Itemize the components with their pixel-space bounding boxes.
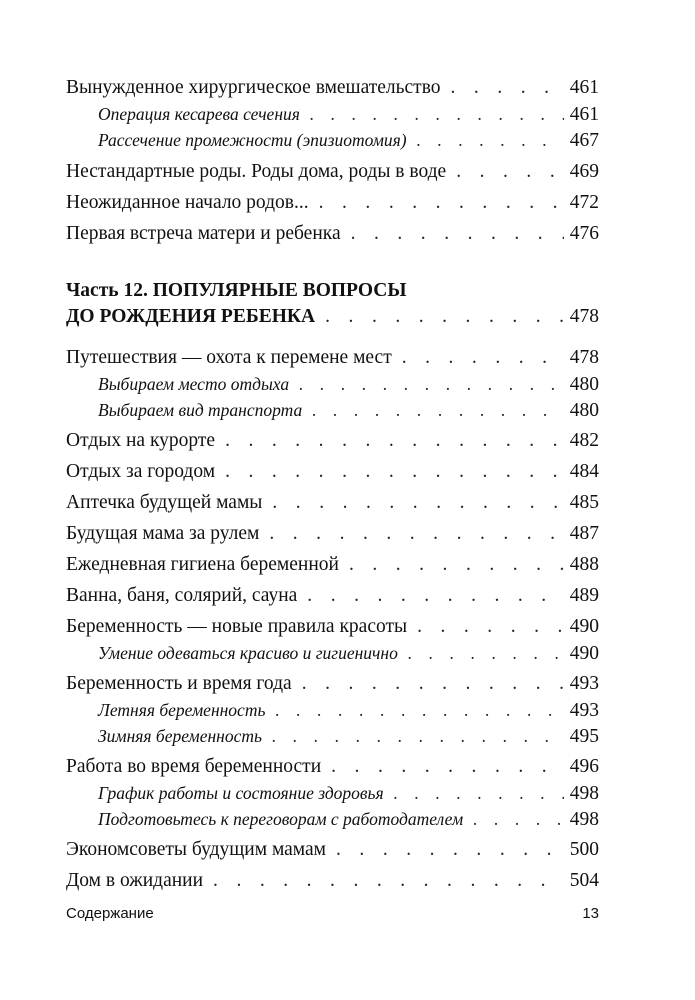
toc-entry-title: Нестандартные роды. Роды дома, роды в воде: [66, 161, 447, 182]
dot-leader: [417, 127, 564, 153]
dot-leader: [451, 75, 564, 101]
toc-entry-page: 490: [569, 616, 599, 637]
part-heading-page: 478: [569, 306, 599, 327]
toc-entry-page: 484: [569, 461, 599, 482]
toc-subentry: [98, 723, 599, 749]
dot-leader: [225, 459, 564, 485]
toc-entry-page: 490: [569, 643, 599, 664]
toc-entry-page: 498: [569, 783, 599, 804]
dot-leader: [272, 490, 563, 516]
toc-entry-title: Ежедневная гигиена беременной: [66, 554, 339, 575]
dot-leader: [417, 614, 564, 640]
toc-entry-title: Выбираем вид транспорта: [98, 400, 303, 420]
toc-entry-title: Умение одеваться красиво и гигиенично: [98, 643, 398, 663]
toc-entry-page: 482: [569, 430, 599, 451]
toc-entry: [66, 614, 599, 640]
toc-entry-title: Операция кесарева сечения: [98, 104, 300, 124]
toc-entry-title: Вынужденное хирургическое вмешательство: [66, 77, 441, 98]
toc-entry-title: Путешествия — охота к перемене мест: [66, 347, 392, 368]
page-number: 13: [582, 905, 599, 922]
toc-entry-page: 485: [569, 492, 599, 513]
toc-entry-page: 467: [569, 130, 599, 151]
toc-entry-title: Отдых за городом: [66, 461, 216, 482]
toc-entry-title: Будущая мама за рулем: [66, 523, 260, 544]
toc-entry: [66, 159, 599, 185]
toc-subentry: [98, 127, 599, 153]
toc-subentry: [98, 780, 599, 806]
toc-subentry: [98, 101, 599, 127]
toc-entry-title: Отдых на курорте: [66, 430, 216, 451]
toc-entry: [66, 552, 599, 578]
dot-leader: [402, 345, 564, 371]
dot-leader: [269, 521, 563, 547]
toc-entry: [66, 837, 599, 863]
toc-entry-page: 476: [569, 223, 599, 244]
part-heading-line2: ДО РОЖДЕНИЯ РЕБЕНКА: [66, 306, 316, 327]
dot-leader: [394, 780, 564, 806]
dot-leader: [473, 806, 564, 832]
toc-entry-title: График работы и состояние здоровья: [98, 783, 384, 803]
dot-leader: [302, 671, 564, 697]
toc-entry: [66, 345, 599, 371]
toc-subentry: [98, 806, 599, 832]
toc-entry: [66, 671, 599, 697]
running-footer-section: Содержание: [66, 905, 154, 922]
dot-leader: [299, 371, 564, 397]
toc-entry-page: 504: [569, 870, 599, 891]
toc-entry-title: Зимняя беременность: [98, 726, 262, 746]
dot-leader: [349, 552, 564, 578]
dot-leader: [275, 697, 563, 723]
toc-entry-page: 500: [569, 839, 599, 860]
dot-leader: [351, 221, 564, 247]
toc-entry-page: 496: [569, 756, 599, 777]
part-heading: [66, 304, 599, 330]
toc-entry-page: 461: [569, 77, 599, 98]
toc-subentry: [98, 397, 599, 423]
toc-subentry: [98, 640, 599, 666]
dot-leader: [307, 583, 563, 609]
toc-entry-title: Подготовьтесь к переговорам с работодателем: [98, 809, 464, 829]
toc-entry-title: Неожиданное начало родов...: [66, 192, 309, 213]
toc-entry-title: Рассечение промежности (эпизиотомия): [98, 130, 407, 150]
toc-entry-page: 480: [569, 400, 599, 421]
dot-leader: [331, 754, 564, 780]
toc-entry-title: Беременность и время года: [66, 673, 292, 694]
dot-leader: [213, 868, 564, 894]
dot-leader: [336, 837, 564, 863]
toc-entry: [66, 428, 599, 454]
toc-entry: [66, 583, 599, 609]
toc-entry: [66, 521, 599, 547]
toc-entry-page: 480: [569, 374, 599, 395]
dot-leader: [225, 428, 564, 454]
toc-subentry: [98, 371, 599, 397]
toc-entry-page: 488: [569, 554, 599, 575]
toc-entry-title: Летняя беременность: [98, 700, 266, 720]
toc-entry-page: 493: [569, 673, 599, 694]
toc-entry: [66, 459, 599, 485]
dot-leader: [310, 101, 564, 127]
toc-entry-title: Дом в ожидании: [66, 870, 204, 891]
toc-entry-page: 498: [569, 809, 599, 830]
toc-entry-page: 478: [569, 347, 599, 368]
toc-entry-title: Выбираем место отдыха: [98, 374, 290, 394]
toc-entry-title: Беременность — новые правила красоты: [66, 616, 408, 637]
dot-leader: [319, 190, 564, 216]
toc-entry-title: Ванна, баня, солярий, сауна: [66, 585, 298, 606]
toc-entry-page: 461: [569, 104, 599, 125]
toc-entry: [66, 190, 599, 216]
toc-entry-page: 469: [569, 161, 599, 182]
dot-leader: [408, 640, 564, 666]
toc-entry-title: Экономсоветы будущим мамам: [66, 839, 327, 860]
dot-leader: [456, 159, 564, 185]
toc-entry: [66, 490, 599, 516]
toc-entry-title: Первая встреча матери и ребенка: [66, 223, 341, 244]
toc-subentry: [98, 697, 599, 723]
toc-entry-page: 493: [569, 700, 599, 721]
toc-entry-page: 487: [569, 523, 599, 544]
dot-leader: [325, 304, 564, 330]
toc-entry: [66, 754, 599, 780]
dot-leader: [272, 723, 564, 749]
toc-entry-title: Работа во время беременности: [66, 756, 322, 777]
toc-entry-page: 489: [569, 585, 599, 606]
toc-entry: [66, 868, 599, 894]
toc-entry-page: 495: [569, 726, 599, 747]
toc-entry: [66, 75, 599, 101]
part-heading-line1: Часть 12. ПОПУЛЯРНЫЕ ВОПРОСЫ: [66, 280, 407, 301]
dot-leader: [312, 397, 564, 423]
toc-entry-page: 472: [569, 192, 599, 213]
toc-entry-title: Аптечка будущей мамы: [66, 492, 263, 513]
toc-entry: [66, 221, 599, 247]
